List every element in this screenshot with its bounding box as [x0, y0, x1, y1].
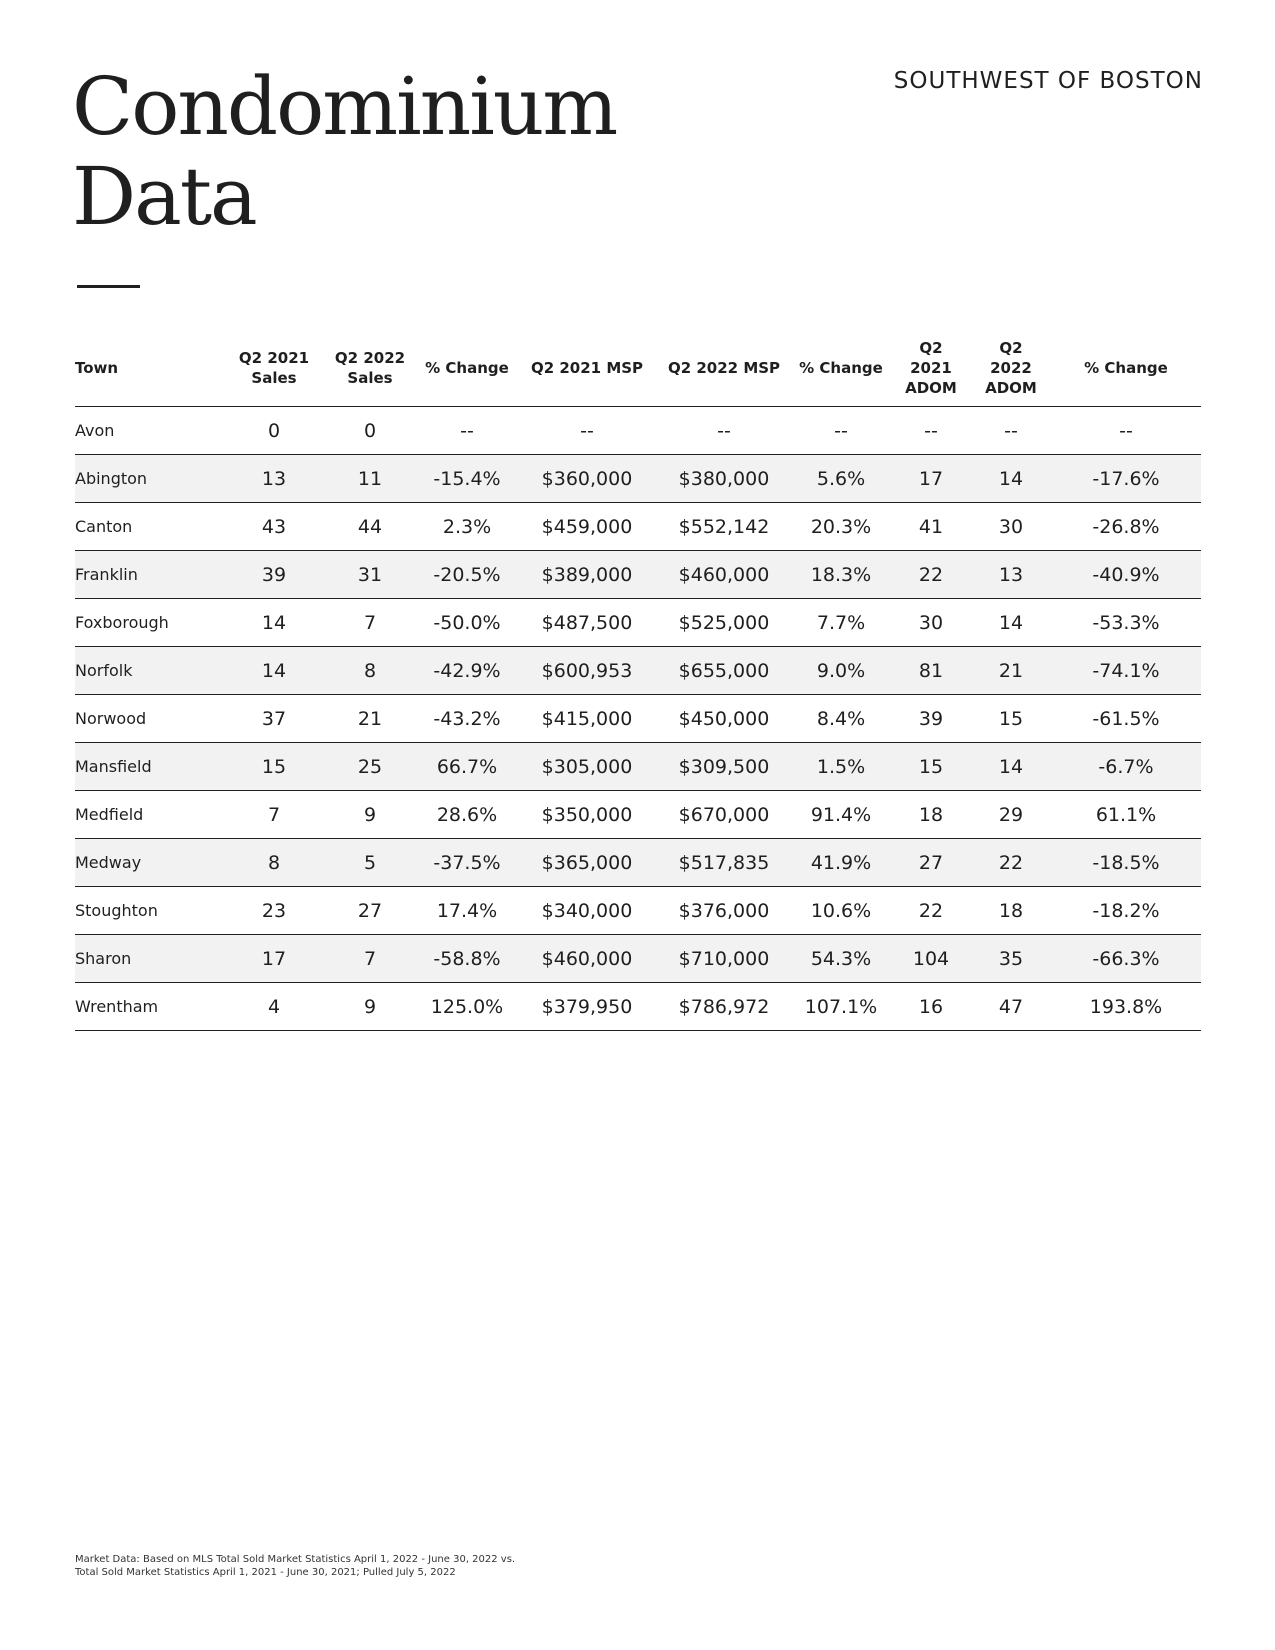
value-cell: 25 [323, 743, 417, 791]
value-cell: -58.8% [417, 935, 517, 983]
value-cell: 31 [323, 551, 417, 599]
value-cell: -42.9% [417, 647, 517, 695]
column-header-line: 2021 [910, 359, 952, 377]
value-cell: $459,000 [517, 503, 657, 551]
value-cell: 39 [891, 695, 971, 743]
value-cell: $389,000 [517, 551, 657, 599]
value-cell: 15 [225, 743, 323, 791]
column-header-line: % Change [1084, 359, 1168, 377]
value-cell: 15 [891, 743, 971, 791]
town-cell: Mansfield [75, 743, 225, 791]
value-cell: -- [791, 407, 891, 455]
value-cell: -43.2% [417, 695, 517, 743]
value-cell: $525,000 [657, 599, 791, 647]
table-row [75, 407, 1201, 455]
value-cell: 61.1% [1051, 791, 1201, 839]
value-cell: 13 [971, 551, 1051, 599]
value-cell: $376,000 [657, 887, 791, 935]
table-row [75, 503, 1201, 551]
column-header-line: Q2 2021 [238, 349, 310, 367]
column-header-line: Q2 2021 MSP [530, 359, 644, 377]
value-cell: 30 [971, 503, 1051, 551]
column-header-line: ADOM [985, 379, 1037, 397]
value-cell: 18.3% [791, 551, 891, 599]
value-cell: -17.6% [1051, 455, 1201, 503]
value-cell: $379,950 [517, 983, 657, 1031]
value-cell: 13 [225, 455, 323, 503]
value-cell: 17.4% [417, 887, 517, 935]
column-header-line: Q2 [919, 339, 943, 357]
value-cell: 91.4% [791, 791, 891, 839]
column-header-line: Sales [251, 369, 297, 387]
column-header [75, 330, 225, 407]
value-cell: -74.1% [1051, 647, 1201, 695]
value-cell: 39 [225, 551, 323, 599]
value-cell: $655,000 [657, 647, 791, 695]
value-cell: 104 [891, 935, 971, 983]
town-cell: Abington [75, 455, 225, 503]
town-cell: Franklin [75, 551, 225, 599]
table-row [75, 887, 1201, 935]
table-header-row [75, 330, 1201, 407]
value-cell: 37 [225, 695, 323, 743]
value-cell: 66.7% [417, 743, 517, 791]
value-cell: 1.5% [791, 743, 891, 791]
value-cell: 28.6% [417, 791, 517, 839]
table-row [75, 791, 1201, 839]
value-cell: 18 [971, 887, 1051, 935]
value-cell: 7 [323, 935, 417, 983]
town-cell: Norfolk [75, 647, 225, 695]
value-cell: 5.6% [791, 455, 891, 503]
value-cell: $340,000 [517, 887, 657, 935]
column-header-line: ADOM [905, 379, 957, 397]
value-cell: 41 [891, 503, 971, 551]
table-row [75, 743, 1201, 791]
value-cell: -40.9% [1051, 551, 1201, 599]
value-cell: 23 [225, 887, 323, 935]
value-cell: 5 [323, 839, 417, 887]
value-cell: $710,000 [657, 935, 791, 983]
value-cell: $365,000 [517, 839, 657, 887]
value-cell: 21 [971, 647, 1051, 695]
value-cell: 27 [323, 887, 417, 935]
town-cell: Medfield [75, 791, 225, 839]
value-cell: -26.8% [1051, 503, 1201, 551]
title-divider [77, 285, 140, 288]
value-cell: 21 [323, 695, 417, 743]
value-cell: $670,000 [657, 791, 791, 839]
value-cell: $309,500 [657, 743, 791, 791]
table-row [75, 983, 1201, 1031]
value-cell: $415,000 [517, 695, 657, 743]
value-cell: 47 [971, 983, 1051, 1031]
value-cell: $360,000 [517, 455, 657, 503]
value-cell: 8.4% [791, 695, 891, 743]
table-row [75, 935, 1201, 983]
value-cell: 44 [323, 503, 417, 551]
value-cell: -6.7% [1051, 743, 1201, 791]
column-header [323, 330, 417, 407]
value-cell: 107.1% [791, 983, 891, 1031]
value-cell: $380,000 [657, 455, 791, 503]
value-cell: $305,000 [517, 743, 657, 791]
value-cell: -- [891, 407, 971, 455]
value-cell: 17 [891, 455, 971, 503]
value-cell: $460,000 [657, 551, 791, 599]
footnote-line-2: Total Sold Market Statistics April 1, 2021 - June 30, 2021; Pulled July 5, 2022 [75, 1567, 456, 1578]
town-cell: Sharon [75, 935, 225, 983]
value-cell: -- [517, 407, 657, 455]
town-cell: Norwood [75, 695, 225, 743]
value-cell: $517,835 [657, 839, 791, 887]
column-header [1051, 330, 1201, 407]
value-cell: 35 [971, 935, 1051, 983]
value-cell: -37.5% [417, 839, 517, 887]
table-row [75, 839, 1201, 887]
value-cell: 18 [891, 791, 971, 839]
column-header-line: Q2 2022 MSP [667, 359, 781, 377]
column-header-line: 2022 [990, 359, 1032, 377]
value-cell: $552,142 [657, 503, 791, 551]
column-header [657, 330, 791, 407]
value-cell: 22 [891, 887, 971, 935]
town-cell: Medway [75, 839, 225, 887]
value-cell: -53.3% [1051, 599, 1201, 647]
value-cell: $350,000 [517, 791, 657, 839]
column-header-line: Sales [347, 369, 393, 387]
value-cell: $450,000 [657, 695, 791, 743]
value-cell: $600,953 [517, 647, 657, 695]
value-cell: 7.7% [791, 599, 891, 647]
column-header-line: Town [75, 359, 119, 377]
value-cell: 0 [323, 407, 417, 455]
column-header-line: % Change [799, 359, 883, 377]
value-cell: -- [417, 407, 517, 455]
column-header [791, 330, 891, 407]
value-cell: 15 [971, 695, 1051, 743]
value-cell: $487,500 [517, 599, 657, 647]
table-row [75, 455, 1201, 503]
value-cell: 14 [971, 599, 1051, 647]
page-title [72, 62, 616, 242]
value-cell: 11 [323, 455, 417, 503]
town-cell: Wrentham [75, 983, 225, 1031]
value-cell: 8 [323, 647, 417, 695]
region-label: SOUTHWEST OF BOSTON [893, 68, 1203, 94]
value-cell: 20.3% [791, 503, 891, 551]
value-cell: 14 [225, 647, 323, 695]
value-cell: -66.3% [1051, 935, 1201, 983]
town-cell: Avon [75, 407, 225, 455]
column-header [517, 330, 657, 407]
town-cell: Stoughton [75, 887, 225, 935]
value-cell: 17 [225, 935, 323, 983]
table-body [75, 407, 1201, 1031]
footnote [75, 1553, 515, 1579]
value-cell: 29 [971, 791, 1051, 839]
footnote-line-1: Market Data: Based on MLS Total Sold Market Statistics April 1, 2022 - June 30, 2022 vs. [75, 1554, 516, 1565]
page-title-line-2: Data [72, 150, 256, 243]
value-cell: -15.4% [417, 455, 517, 503]
value-cell: $460,000 [517, 935, 657, 983]
value-cell: 14 [971, 455, 1051, 503]
town-cell: Canton [75, 503, 225, 551]
column-header [971, 330, 1051, 407]
table-row [75, 647, 1201, 695]
column-header [417, 330, 517, 407]
value-cell: -- [657, 407, 791, 455]
value-cell: 43 [225, 503, 323, 551]
value-cell: 14 [225, 599, 323, 647]
value-cell: $786,972 [657, 983, 791, 1031]
value-cell: 41.9% [791, 839, 891, 887]
page-title-line-1: Condominium [72, 60, 617, 153]
value-cell: 7 [323, 599, 417, 647]
table-row [75, 599, 1201, 647]
town-cell: Foxborough [75, 599, 225, 647]
column-header [891, 330, 971, 407]
value-cell: 9.0% [791, 647, 891, 695]
table-row [75, 551, 1201, 599]
column-header [225, 330, 323, 407]
value-cell: 54.3% [791, 935, 891, 983]
value-cell: 16 [891, 983, 971, 1031]
value-cell: -18.5% [1051, 839, 1201, 887]
value-cell: 2.3% [417, 503, 517, 551]
value-cell: -18.2% [1051, 887, 1201, 935]
value-cell: 9 [323, 791, 417, 839]
value-cell: -50.0% [417, 599, 517, 647]
value-cell: 7 [225, 791, 323, 839]
value-cell: 30 [891, 599, 971, 647]
condo-data-table [75, 330, 1201, 1031]
value-cell: -- [971, 407, 1051, 455]
value-cell: 81 [891, 647, 971, 695]
value-cell: 14 [971, 743, 1051, 791]
column-header-line: Q2 [999, 339, 1023, 357]
value-cell: 4 [225, 983, 323, 1031]
table-row [75, 695, 1201, 743]
value-cell: -20.5% [417, 551, 517, 599]
value-cell: 22 [971, 839, 1051, 887]
value-cell: 22 [891, 551, 971, 599]
column-header-line: % Change [425, 359, 509, 377]
value-cell: -61.5% [1051, 695, 1201, 743]
value-cell: 27 [891, 839, 971, 887]
value-cell: 125.0% [417, 983, 517, 1031]
value-cell: 10.6% [791, 887, 891, 935]
value-cell: 0 [225, 407, 323, 455]
column-header-line: Q2 2022 [334, 349, 406, 367]
value-cell: 9 [323, 983, 417, 1031]
value-cell: -- [1051, 407, 1201, 455]
value-cell: 8 [225, 839, 323, 887]
value-cell: 193.8% [1051, 983, 1201, 1031]
